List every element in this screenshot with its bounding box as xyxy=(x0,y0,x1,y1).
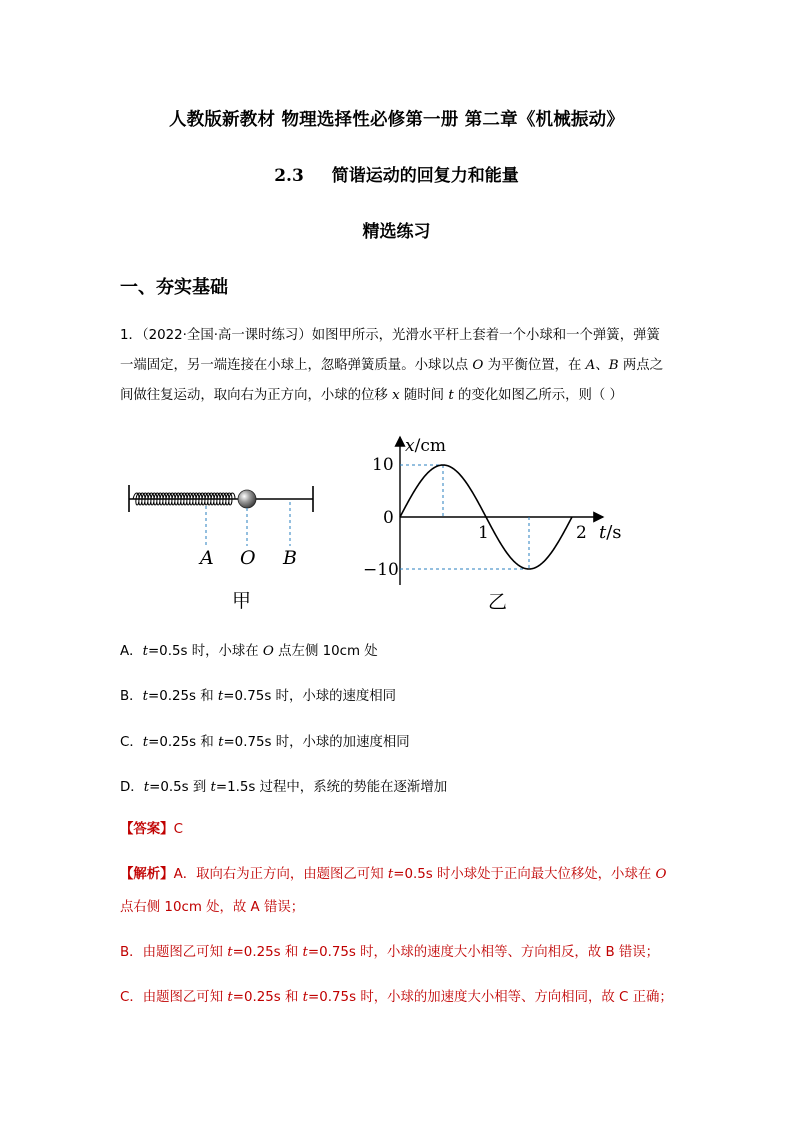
option-d xyxy=(120,776,447,795)
caption-yi: 乙 xyxy=(488,591,508,613)
option-text: t=0.25s 和 t=0.75s 时，小球的速度相同 xyxy=(142,689,397,704)
y-tick-0: 0 xyxy=(383,508,394,528)
analysis-line-2: 点右侧 10cm 处，故 A 错误； xyxy=(120,900,305,915)
x-tick-2: 2 xyxy=(576,523,587,543)
question-text xyxy=(120,321,680,411)
label-O: O xyxy=(240,547,256,569)
x-axis-label: t/s xyxy=(599,522,622,543)
option-letter: A． xyxy=(120,644,143,659)
y-tick-neg10: −10 xyxy=(363,560,399,580)
analysis-label: 【解析】 xyxy=(120,867,174,882)
label-B: B xyxy=(283,547,297,569)
answer-label: 【答案】 xyxy=(120,822,174,837)
lesson-number: 2.3 xyxy=(274,166,304,186)
option-a xyxy=(120,640,378,659)
option-letter: C． xyxy=(120,735,143,750)
question-line-1: 1．（2022·全国·高一课时练习）如图甲所示，光滑水平杆上套着一个小球和一个弹簧，弹簧 xyxy=(120,328,660,343)
y-axis-label: x/cm xyxy=(405,436,446,456)
analysis-line-4: C．由题图乙可知 t=0.25s 和 t=0.75s 时，小球的加速度大小相等、方向相同，故 C 正确； xyxy=(120,990,673,1005)
subtitle: 精选练习 xyxy=(362,222,431,242)
lesson-heading xyxy=(0,161,793,186)
answer-value: C xyxy=(173,822,183,837)
document-title: 人教版新教材 物理选择性必修第一册 第二章《机械振动》 xyxy=(168,110,625,130)
lesson-title: 简谐运动的回复力和能量 xyxy=(331,166,519,186)
caption-jia: 甲 xyxy=(232,590,252,612)
y-tick-10: 10 xyxy=(372,455,394,475)
figure-jia xyxy=(120,470,330,615)
option-c xyxy=(120,731,410,750)
ball xyxy=(238,490,256,508)
option-text: t=0.25s 和 t=0.75s 时，小球的加速度相同 xyxy=(142,735,410,750)
option-text: t=0.5s 到 t=1.5s 过程中，系统的势能在逐渐增加 xyxy=(143,780,448,795)
section-title: 一、夯实基础 xyxy=(120,277,228,298)
analysis-line-1: 【解析】A．取向右为正方向，由题图乙可知 t=0.5s 时小球处于正向最大位移处，小球在 O xyxy=(120,867,667,882)
figure-yi xyxy=(355,425,635,620)
option-text: t=0.5s 时，小球在 O 点左侧 10cm 处 xyxy=(142,644,378,659)
question-line-2: 一端固定，另一端连接在小球上，忽略弹簧质量。小球以点 O 为平衡位置，在 A、B 两点之 xyxy=(120,358,663,373)
option-b xyxy=(120,685,396,704)
analysis-line-3: B．由题图乙可知 t=0.25s 和 t=0.75s 时，小球的速度大小相等、方向相反，故 B 错误； xyxy=(120,945,660,960)
x-tick-1: 1 xyxy=(478,523,489,543)
spring-coil xyxy=(133,493,235,505)
answer xyxy=(120,818,183,837)
option-letter: B． xyxy=(120,689,143,704)
option-letter: D． xyxy=(120,780,144,795)
label-A: A xyxy=(200,547,214,569)
question-line-3: 间做往复运动，取向右为正方向，小球的位移 x 随时间 t 的变化如图乙所示，则（ ） xyxy=(120,388,623,403)
